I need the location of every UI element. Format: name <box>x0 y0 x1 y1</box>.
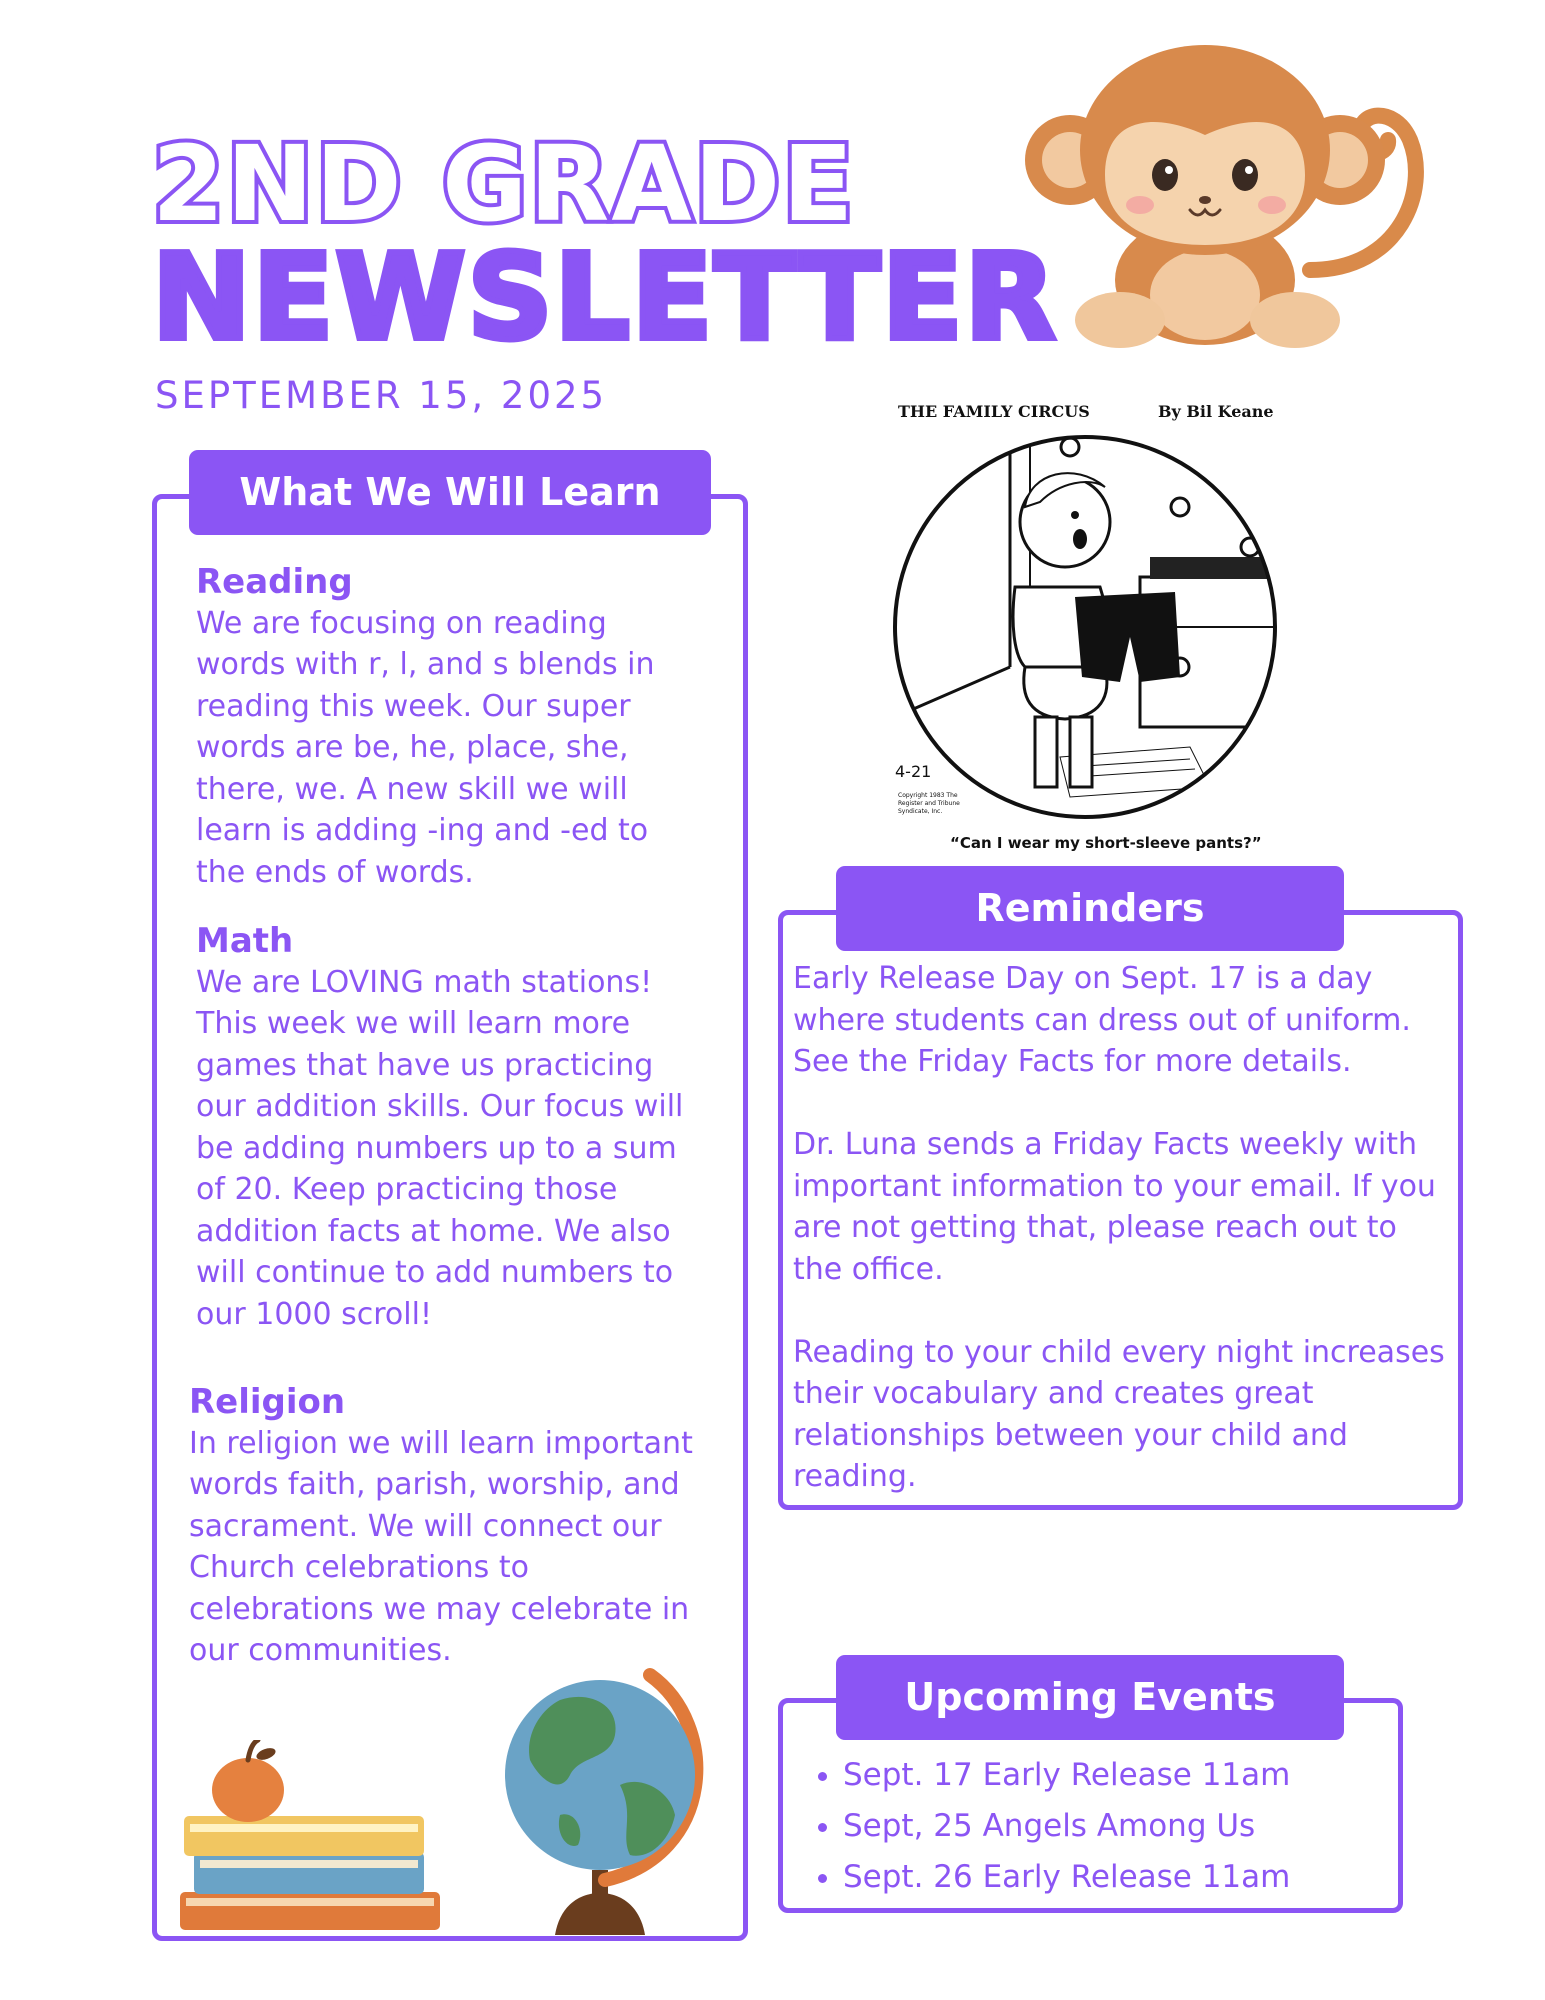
math-heading: Math <box>196 921 294 961</box>
reading-heading: Reading <box>196 562 353 602</box>
events-list <box>778 1750 1403 1903</box>
title-line-1: 2ND GRADE <box>152 123 856 245</box>
reminder-paragraph: Reading to your child every night increases their vocabulary and creates great relationships between your child and reading. <box>793 1334 1445 1494</box>
reminder-paragraph: Dr. Luna sends a Friday Facts weekly with important information to your email. If you are not getting that, please reach out to the office. <box>793 1127 1436 1287</box>
reading-text: We are focusing on reading words with r, l, and s blends in reading this week. Our super words are be, he, place, she, there, we. A new skill we will learn is adding -ing and -ed to the ends of words. <box>196 605 655 890</box>
comic-byline: By Bil Keane <box>1158 402 1274 421</box>
comic-copyright: Copyright 1983 The Register and Tribune Syndicate, Inc. <box>898 792 960 815</box>
event-item: • Sept. 26 Early Release 11am <box>843 1852 1403 1903</box>
comic-title: THE FAMILY CIRCUS <box>898 402 1090 421</box>
comic-caption: “Can I wear my short-sleeve pants?” <box>950 834 1262 852</box>
monkey-illustration <box>1010 40 1470 350</box>
apple-books-illustration <box>180 1740 440 1935</box>
comic-date-mark: 4-21 <box>895 762 932 781</box>
event-item: • Sept, 25 Angels Among Us <box>843 1801 1403 1852</box>
math-text: We are LOVING math stations! This week we will learn more games that have us practicing our addition skills. Our focus will be adding numbers up to a sum of 20. Keep practicing those addition facts at home. We also will continue to add numbers to our 1000 scroll! <box>196 964 684 1332</box>
religion-heading: Religion <box>189 1382 346 1422</box>
comic-drawing <box>890 427 1330 827</box>
newsletter-date: SEPTEMBER 15, 2025 <box>155 374 608 417</box>
events-heading: Upcoming Events <box>836 1655 1344 1740</box>
reading-section <box>196 562 696 893</box>
event-item: • Sept. 17 Early Release 11am <box>843 1750 1403 1801</box>
comic <box>890 402 1330 862</box>
reminders-content <box>793 958 1453 1498</box>
reminders-heading: Reminders <box>836 866 1344 951</box>
religion-section <box>189 1382 709 1672</box>
title-line-2: NEWSLETTER <box>152 228 1058 366</box>
globe-illustration <box>500 1665 720 1940</box>
learn-heading: What We Will Learn <box>189 450 711 535</box>
religion-text: In religion we will learn important words faith, parish, worship, and sacrament. We will connect our Church celebrations to celebrations we may celebrate in our communities. <box>189 1425 693 1669</box>
math-section <box>196 921 696 1335</box>
events-list-wrap <box>778 1750 1403 1903</box>
reminder-paragraph: Early Release Day on Sept. 17 is a day where students can dress out of uniform. See the Friday Facts for more details. <box>793 961 1411 1079</box>
